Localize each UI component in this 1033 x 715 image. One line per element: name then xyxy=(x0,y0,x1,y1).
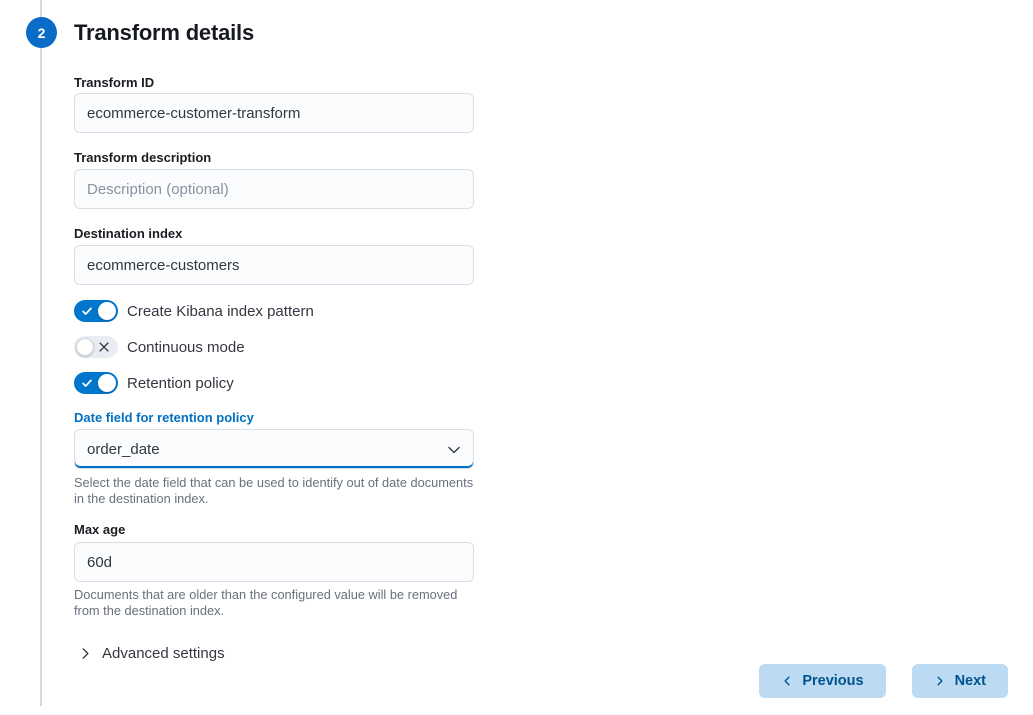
destination-index-label: Destination index xyxy=(74,226,183,241)
advanced-settings-label: Advanced settings xyxy=(102,644,225,662)
step-number-badge xyxy=(26,17,57,48)
create-index-pattern-row xyxy=(74,299,474,323)
continuous-mode-row xyxy=(74,335,474,359)
retention-policy-label: Retention policy xyxy=(127,374,234,392)
date-field-help-text: Select the date field that can be used to identify out of date documents in the destination index. xyxy=(74,475,474,506)
max-age-help-text: Documents that are older than the configured value will be removed from the destination index. xyxy=(74,587,458,618)
create-index-pattern-toggle[interactable] xyxy=(74,300,118,322)
transform-id-label: Transform ID xyxy=(74,75,155,90)
wizard-footer-nav xyxy=(759,664,1008,698)
chevron-right-icon xyxy=(934,675,946,687)
destination-index-input[interactable] xyxy=(74,245,474,285)
max-age-input[interactable] xyxy=(74,542,474,582)
retention-policy-toggle[interactable] xyxy=(74,372,118,394)
create-index-pattern-label: Create Kibana index pattern xyxy=(127,302,314,320)
max-age-label: Max age xyxy=(74,522,126,537)
step-number: 2 xyxy=(37,24,46,41)
toggle-knob xyxy=(76,338,94,356)
advanced-settings-toggle[interactable] xyxy=(78,643,225,663)
transform-description-label: Transform description xyxy=(74,150,212,165)
continuous-mode-toggle[interactable] xyxy=(74,336,118,358)
toggle-knob xyxy=(98,302,116,320)
retention-policy-row xyxy=(74,371,474,395)
previous-button[interactable] xyxy=(759,664,885,698)
next-button[interactable] xyxy=(912,664,1008,698)
previous-button-label: Previous xyxy=(802,673,864,689)
transform-id-input[interactable] xyxy=(74,93,474,133)
check-icon xyxy=(80,304,94,318)
chevron-right-icon xyxy=(78,646,93,661)
date-field-label: Date field for retention policy xyxy=(74,410,254,425)
cross-icon xyxy=(97,340,111,354)
date-field-selected-value: order_date xyxy=(87,440,160,458)
chevron-down-icon xyxy=(446,442,462,458)
page-title: Transform details xyxy=(74,20,254,45)
toggle-knob xyxy=(98,374,116,392)
next-button-label: Next xyxy=(954,673,986,689)
continuous-mode-label: Continuous mode xyxy=(127,338,245,356)
transform-description-input[interactable] xyxy=(74,169,474,209)
chevron-left-icon xyxy=(781,675,793,687)
step-timeline-line xyxy=(40,0,42,706)
date-field-select[interactable] xyxy=(74,429,474,469)
check-icon xyxy=(80,376,94,390)
